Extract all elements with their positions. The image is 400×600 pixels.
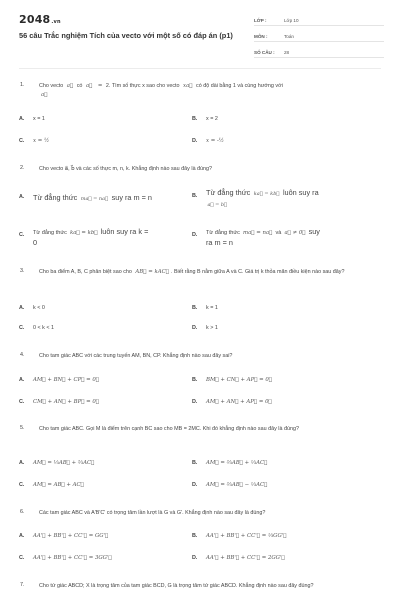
math-vector: a⃗ — [41, 92, 48, 98]
stem-text: có — [76, 83, 83, 89]
option-text: AA'⃗ + BB'⃗ + CC'⃗ = 2GG'⃗ — [206, 555, 285, 561]
option-label: D. — [192, 325, 198, 331]
math-expression: ka⃗ = kb⃗ — [69, 230, 98, 236]
question-number: 7. — [20, 582, 25, 588]
site-logo[interactable] — [19, 13, 61, 26]
meta-value: 28 — [284, 50, 290, 55]
logo-text: 2048 — [19, 13, 51, 26]
option-label: B. — [192, 460, 198, 466]
q1-option-d[interactable] — [192, 137, 346, 146]
q3-option-a[interactable] — [19, 304, 173, 313]
option-label: A. — [19, 533, 25, 539]
option-text: AM⃗ = ⅓AB⃗ + ⅔AC⃗ — [33, 460, 95, 466]
option-label: B. — [192, 533, 198, 539]
meta-count-row — [254, 46, 384, 58]
option-text-part: Từ đẳng thức — [33, 230, 67, 236]
option-label: C. — [19, 399, 25, 405]
q4-option-a[interactable] — [19, 376, 173, 385]
option-label: A. — [19, 460, 25, 466]
meta-value: Lớp 10 — [284, 18, 299, 23]
question-stem: Cho tam giác ABC. Gọi M là điểm trên cạnh BC sao cho MB = 2MC. Khi đó khẳng định nào sau đây là đúng? — [39, 426, 299, 432]
option-label: D. — [192, 555, 198, 561]
stem-text: . Biết rằng B nằm giữa A và C. Giá trị k thỏa mãn điều kiện nào sau đây? — [170, 269, 345, 275]
q4-option-c[interactable] — [19, 398, 173, 407]
option-text-part: suy — [308, 227, 320, 236]
option-label: A. — [19, 116, 25, 122]
option-label: B. — [192, 116, 198, 122]
option-text-part: Từ đẳng thức — [206, 230, 240, 236]
q3-option-c[interactable] — [19, 324, 173, 333]
question-number: 1. — [20, 82, 25, 88]
option-label: C. — [19, 482, 25, 488]
q6-option-c[interactable] — [19, 554, 173, 563]
option-text: x = -½ — [206, 138, 225, 144]
option-label: B. — [192, 305, 198, 311]
q1-option-a[interactable] — [19, 115, 173, 124]
option-text — [33, 227, 173, 249]
option-text: 0 < k < 1 — [33, 325, 54, 331]
q6-option-b[interactable] — [192, 532, 346, 541]
q3-option-d[interactable] — [192, 324, 346, 333]
q1-option-b[interactable] — [192, 115, 346, 124]
option-text: k = 1 — [206, 305, 218, 311]
option-text: AA'⃗ + BB'⃗ + CC'⃗ = 3GG'⃗ — [33, 555, 112, 561]
option-label: C. — [19, 555, 25, 561]
stem-text: 2. Tìm số thực x sao cho vecto — [105, 83, 180, 89]
q4-option-b[interactable] — [192, 376, 346, 385]
header-divider — [19, 68, 381, 69]
option-text: x = 2 — [206, 116, 218, 122]
q2-option-c[interactable] — [19, 227, 173, 249]
q1-option-c[interactable] — [19, 137, 173, 146]
option-label: C. — [19, 325, 25, 331]
q2-option-b[interactable] — [192, 188, 346, 210]
option-label: A. — [19, 194, 25, 200]
q6-option-d[interactable] — [192, 554, 346, 563]
option-label: C. — [19, 232, 25, 238]
question-number: 3. — [20, 268, 25, 274]
question-stem: Cho vecto a⃗, b⃗ và các số thực m, n, k. Khẳng định nào sau đây là đúng? — [39, 166, 213, 172]
question-number: 4. — [20, 352, 25, 358]
stem-text: Cho ba điểm A, B, C phân biệt sao cho — [39, 269, 132, 275]
question-stem: Cho tứ giác ABCD; X là trọng tâm của tam giác BCD, G là trọng tâm tứ giác ABCD. Khẳng định nào sau đây đúng? — [39, 583, 314, 589]
question-number: 2. — [20, 165, 25, 171]
meta-key: MÔN : — [254, 34, 268, 39]
option-text: AA'⃗ + BB'⃗ + CC'⃗ = GG'⃗ — [33, 533, 109, 539]
option-text: AM⃗ = AB⃗ + AC⃗ — [33, 482, 84, 488]
q6-option-a[interactable] — [19, 532, 173, 541]
q5-option-c[interactable] — [19, 481, 173, 490]
meta-subject-row — [254, 30, 384, 42]
math-expression: a⃗ = b⃗ — [207, 202, 228, 208]
meta-key: LỚP : — [254, 18, 267, 23]
option-text: CM⃗ + AN⃗ + BP⃗ = 0⃗ — [33, 399, 100, 405]
math-symbol: = — [97, 83, 103, 89]
question-stem — [39, 82, 379, 100]
option-text-part: 0 — [33, 238, 38, 247]
question-stem: Cho tam giác ABC với các trung tuyến AM, BN, CP. Khẳng định nào sau đây sai? — [39, 353, 233, 359]
math-vector: a⃗ — [85, 83, 93, 89]
option-label: B. — [192, 377, 198, 383]
option-text: k > 1 — [206, 325, 218, 331]
option-text-part: luôn suy ra — [282, 188, 319, 197]
math-expression: a⃗ ≠ 0⃗ — [284, 230, 306, 236]
math-expression: ka⃗ = kb⃗ — [253, 191, 280, 197]
option-text-part: luôn suy ra k = — [100, 227, 149, 236]
math-vector: a⃗ — [66, 83, 74, 89]
question-stem — [39, 268, 379, 277]
stem-text: có độ dài bằng 1 và cùng hướng với — [196, 83, 283, 89]
option-text: AM⃗ + AN⃗ + AP⃗ = 0⃗ — [206, 399, 272, 405]
q2-option-d[interactable] — [192, 227, 346, 249]
option-text: k < 0 — [33, 305, 45, 311]
meta-info — [254, 14, 384, 62]
q4-option-d[interactable] — [192, 398, 346, 407]
option-text — [206, 227, 346, 249]
option-text-part: Từ đẳng thức — [206, 188, 251, 197]
option-text: AM⃗ = ⅔AB⃗ − ⅓AC⃗ — [206, 482, 268, 488]
q2-option-a[interactable] — [19, 193, 173, 204]
option-text: AM⃗ + BN⃗ + CP⃗ = 0⃗ — [33, 377, 100, 383]
option-text-part: ra m = n — [206, 238, 233, 247]
question-stem: Các tam giác ABC và A'B'C' có trọng tâm lần lượt là G và G'. Khẳng định nào sau đây là đúng? — [39, 510, 266, 516]
option-text: x = 1 — [33, 116, 45, 122]
option-text — [206, 188, 346, 210]
option-label: D. — [192, 138, 198, 144]
option-label: C. — [19, 138, 25, 144]
option-label: A. — [19, 305, 25, 311]
option-text: x = ½ — [33, 138, 50, 144]
math-expression: AB⃗ = kAC⃗ — [135, 269, 169, 275]
option-text: BM⃗ + CN⃗ + AP⃗ = 0⃗ — [206, 377, 273, 383]
option-text-part: suy ra m = n — [111, 193, 152, 202]
option-label: A. — [19, 377, 25, 383]
q5-option-a[interactable] — [19, 459, 173, 468]
meta-value: Toán — [284, 34, 294, 39]
stem-text: Cho vecto — [39, 83, 64, 89]
option-text: AM⃗ = ⅔AB⃗ + ⅓AC⃗ — [206, 460, 268, 466]
math-vector: xa⃗ — [183, 83, 193, 89]
page-title: 56 câu Trắc nghiệm Tích của vecto với một số có đáp án (p1) — [19, 31, 233, 40]
option-label: B. — [192, 193, 198, 199]
question-number: 6. — [20, 509, 25, 515]
q5-option-d[interactable] — [192, 481, 346, 490]
q3-option-b[interactable] — [192, 304, 346, 313]
logo-suffix: .vn — [51, 19, 61, 25]
option-label: D. — [192, 399, 198, 405]
option-label: D. — [192, 232, 198, 238]
math-expression: ma⃗ = na⃗ — [80, 196, 109, 202]
option-text — [33, 193, 173, 204]
meta-key: SỐ CÂU : — [254, 50, 275, 55]
option-text: AA'⃗ + BB'⃗ + CC'⃗ = ⅓GG'⃗ — [206, 533, 287, 539]
q5-option-b[interactable] — [192, 459, 346, 468]
question-number: 5. — [20, 425, 25, 431]
option-text-part: và — [275, 230, 282, 236]
meta-class-row — [254, 14, 384, 26]
option-label: D. — [192, 482, 198, 488]
option-text-part: Từ đẳng thức — [33, 193, 78, 202]
math-expression: ma⃗ = na⃗ — [242, 230, 273, 236]
